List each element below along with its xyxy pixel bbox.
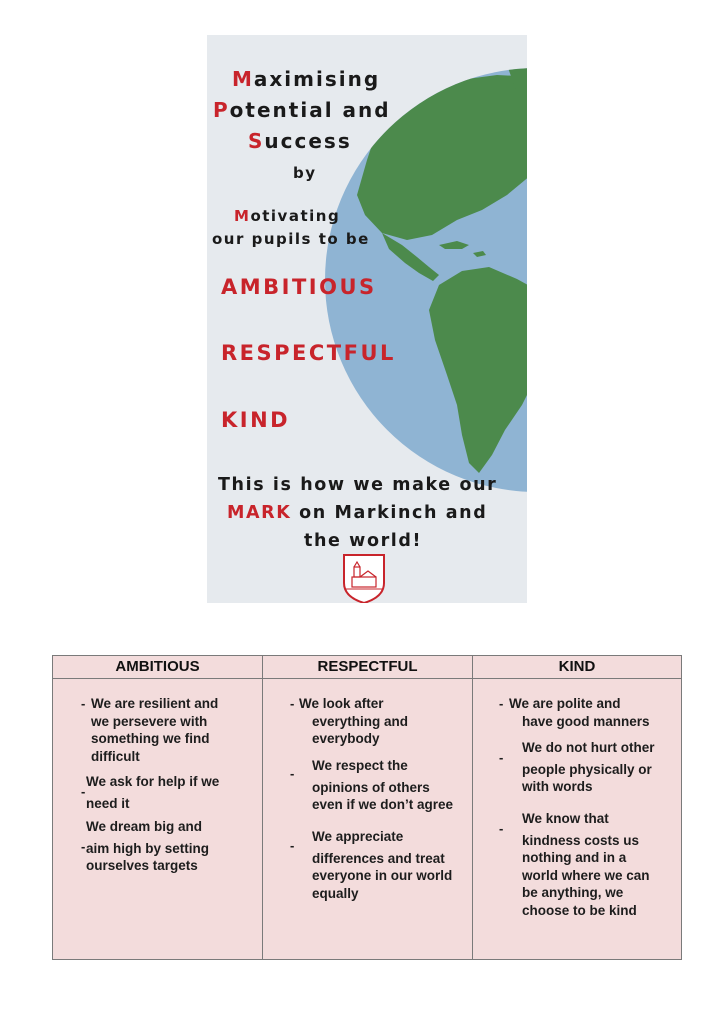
bullet-dash: - (499, 750, 504, 765)
pupils-line: our pupils to be (212, 230, 370, 248)
bullet-dash: - (81, 784, 86, 799)
bullet-dash: - (499, 696, 504, 711)
bullet-dash: - (81, 839, 86, 854)
column-header-ambitious: AMBITIOUS (115, 658, 200, 675)
column-divider (262, 656, 263, 959)
closing-line-2: MARK on Markinch and (227, 503, 488, 523)
school-crest-icon (342, 553, 386, 603)
values-poster (207, 35, 527, 603)
values-table (52, 655, 682, 960)
ambitious-item-2: We ask for help if we need it (86, 774, 220, 811)
column-divider (472, 656, 473, 959)
title-line-maximising: Maximising (232, 67, 381, 91)
closing-line-1: This is how we make our (218, 475, 498, 495)
header-divider (53, 678, 681, 679)
title-line-potential: Potential and (213, 98, 391, 122)
respectful-item-3: We appreciate differences and treat everyone in our world equally (312, 829, 453, 901)
ambitious-item-1: We are resilient and we persevere with something we find difficult (91, 696, 219, 764)
bullet-dash: - (290, 766, 295, 781)
by-text: by (293, 164, 317, 182)
kind-item-2: We do not hurt other people physically or with words (522, 740, 655, 794)
motivating-line: Motivating (234, 207, 341, 225)
bullet-dash: - (290, 696, 295, 711)
closing-line-3: the world! (304, 531, 423, 551)
respectful-item-2: We respect the opinions of others even if we don’t agree (312, 758, 454, 812)
column-header-kind: KIND (558, 658, 596, 675)
respectful-item-1: We look after everything and everybody (299, 696, 409, 746)
kind-item-1: We are polite and have good manners (509, 696, 650, 729)
bullet-dash: - (499, 821, 504, 836)
value-ambitious: AMBITIOUS (221, 275, 377, 299)
value-kind: KIND (221, 408, 291, 432)
kind-item-3: We know that kindness costs us nothing and in a world where we can be anything, we choose to be kind (522, 811, 650, 918)
bullet-dash: - (290, 838, 295, 853)
ambitious-item-3: We dream big and aim high by setting ourselves targets (86, 819, 210, 873)
value-respectful: RESPECTFUL (221, 341, 396, 365)
column-header-respectful: RESPECTFUL (317, 658, 418, 675)
title-line-success: Success (248, 129, 352, 153)
bullet-dash: - (81, 696, 86, 711)
